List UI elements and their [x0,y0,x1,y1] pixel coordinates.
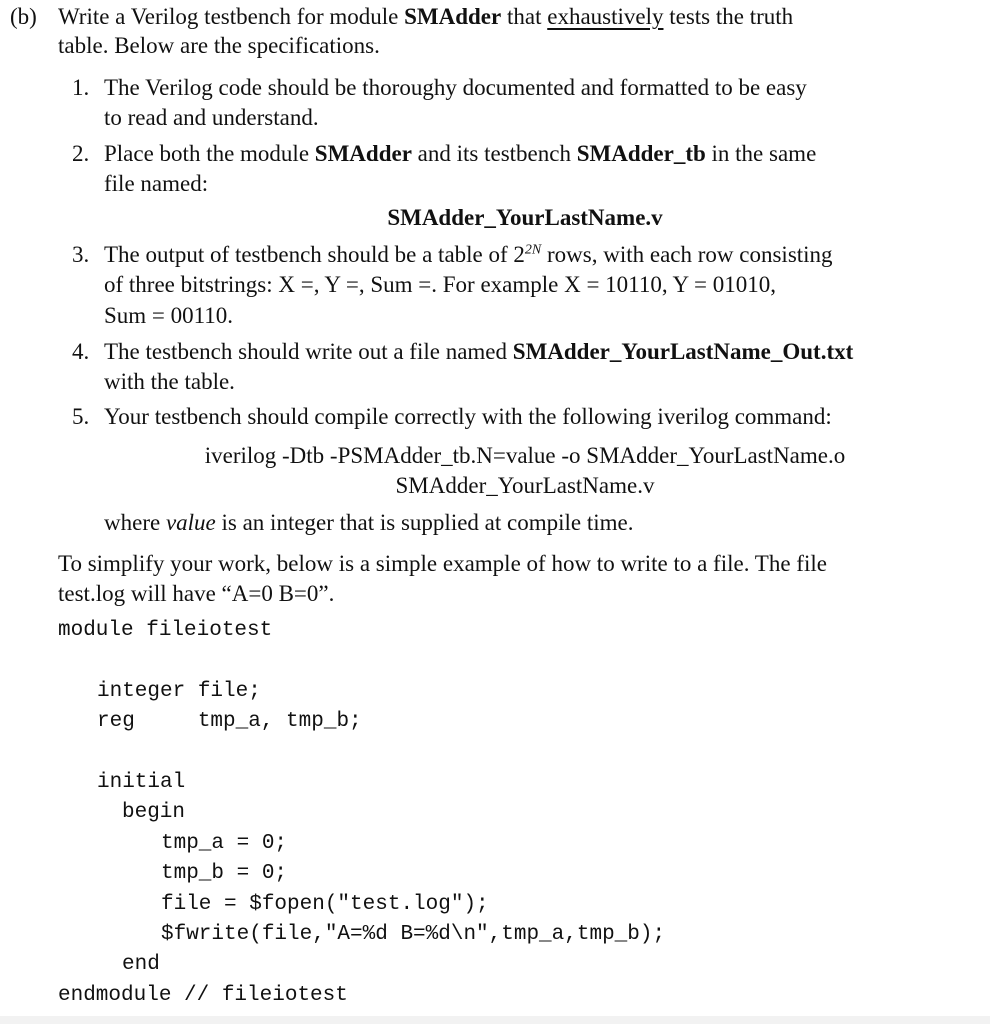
item-2-line-2: file named: [104,171,209,196]
code-line: initial [97,771,186,794]
code-line: begin [122,801,186,824]
simplify-line-1: To simplify your work, below is a simple example of how to write to a file. The file [58,551,827,576]
item-5-number: 5. [72,404,90,429]
item-4-number: 4. [72,339,90,364]
intro-line-2: table. Below are the specifications. [58,33,380,58]
module-name: SMAdder [404,4,502,29]
item-1-line-2: to read and understand. [104,105,319,130]
emphasis-exhaustively: exhaustively [547,4,664,29]
iverilog-command-line-1: iverilog -Dtb -PSMAdder_tb.N=value -o SMAdder_YourLastName.o [204,443,846,468]
item-2-line-1: Place both the module SMAdder and its testbench SMAdder_tb in the same [104,141,817,166]
item-4-line-2: with the table. [104,369,235,394]
output-filename: SMAdder_YourLastName_Out.txt [512,339,854,364]
item-3-line-1: The output of testbench should be a table of $2^{2N}$ rows, with each row consisting [104,242,833,267]
code-line: module fileiotest [58,619,273,642]
code-line: end [122,953,160,976]
item-5-where: where value is an integer that is supplied at compile time. [104,510,634,535]
item-3-line-3: Sum = 00110. [104,303,234,328]
item-3-number: 3. [72,242,90,267]
code-line: tmp_b = 0; [161,862,288,885]
code-line: tmp_a = 0; [161,832,288,855]
iverilog-command-line-2: SMAdder_YourLastName.v [395,473,655,498]
item-5-line-1: Your testbench should compile correctly with the following iverilog command: [104,404,832,429]
simplify-line-2: test.log will have “A=0 B=0”. [58,581,335,606]
code-line: file = $fopen("test.log"); [161,893,489,916]
part-label: (b) [10,4,37,29]
code-line: $fwrite(file,"A=%d B=%d\n",tmp_a,tmp_b); [161,923,666,946]
code-line: integer file; [97,680,261,703]
intro-line-1: Write a Verilog testbench for module SMAdder that exhaustively tests the truth [58,4,794,29]
page-bottom-edge [0,1016,990,1024]
code-line: reg tmp_a, tmp_b; [97,710,362,733]
item-4-line-1: The testbench should write out a file named SMAdder_YourLastName_Out.txt [104,339,854,364]
item-3-line-2: of three bitstrings: X =, Y =, Sum =. For example X = 10110, Y = 01010, [104,272,776,297]
item-1-line-1: The Verilog code should be thoroughy documented and formatted to be easy [104,75,807,100]
item-2-filename: SMAdder_YourLastName.v [387,205,663,230]
item-2-number: 2. [72,141,90,166]
item-1-number: 1. [72,75,90,100]
code-line: endmodule // fileiotest [58,984,348,1007]
